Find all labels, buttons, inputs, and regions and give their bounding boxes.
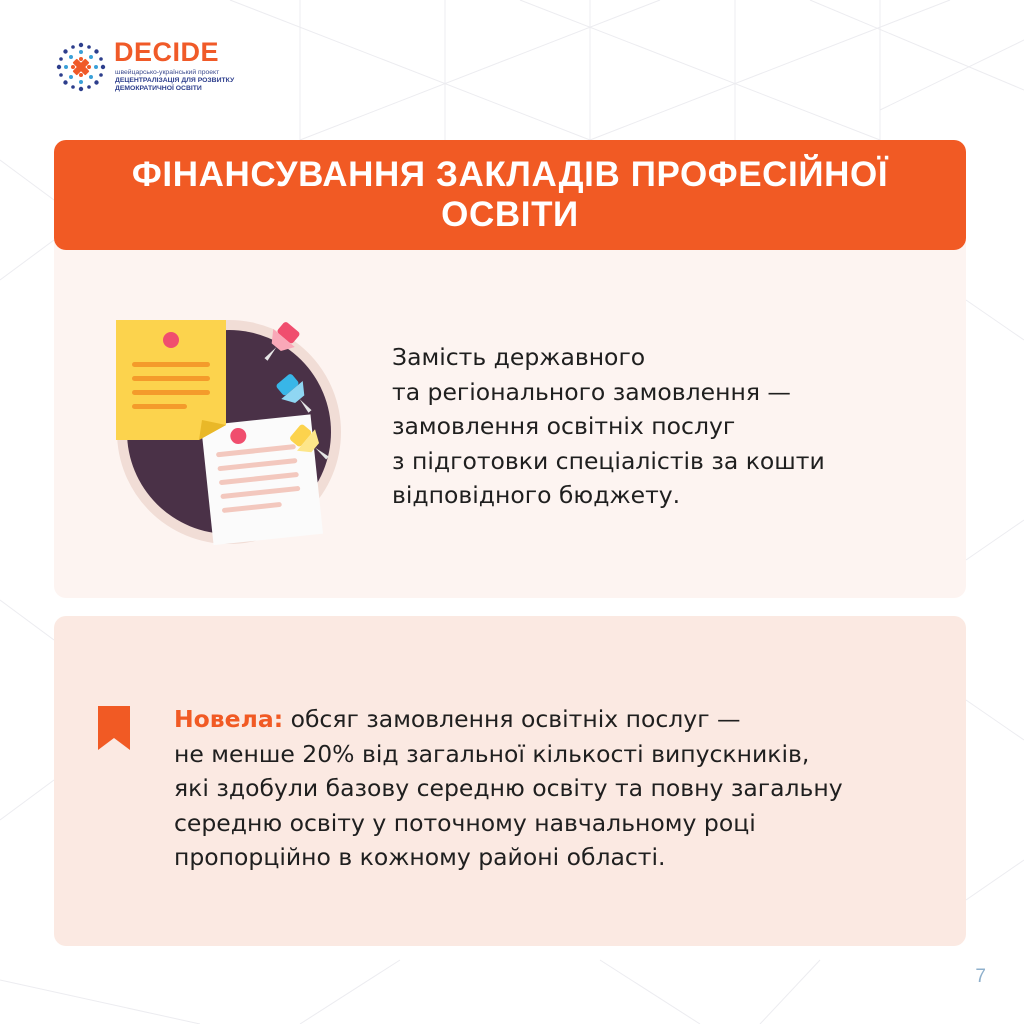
pinned-notes-illustration-icon [114, 310, 354, 550]
novela-label: Новела: [174, 705, 284, 733]
bookmark-icon [98, 706, 130, 750]
logo-subtitle: ДЕМОКРАТИЧНОЇ ОСВІТИ [115, 85, 202, 92]
text-line: замовлення освітніх послуг [392, 412, 736, 440]
text-line: середню освіту у поточному навчальному році [174, 808, 756, 837]
text-line-rest: обсяг замовлення освітніх послуг — [283, 705, 741, 733]
decide-logo [52, 36, 252, 96]
text-line: які здобули базову середню освіту та повну загальну [174, 774, 843, 802]
novela-card [54, 616, 966, 946]
logo-subtitle: швейцарсько-український проект [115, 69, 220, 76]
logo-subtitle: ДЕЦЕНТРАЛІЗАЦІЯ ДЛЯ РОЗВИТКУ [115, 77, 235, 84]
page-number: 7 [975, 966, 986, 987]
text-line: з підготовки спеціалістів за кошти [392, 446, 825, 475]
info-card [54, 240, 966, 598]
title-banner [54, 140, 966, 250]
text-line [174, 702, 954, 737]
text-line: та регіонального замовлення — [392, 377, 791, 406]
text-line: не менше 20% від загальної кількості випускників, [174, 739, 810, 768]
info-card-text [392, 340, 932, 513]
page-title-line: ФІНАНСУВАННЯ ЗАКЛАДІВ ПРОФЕСІЙНОЇ [131, 155, 889, 194]
text-line: пропорційно в кожному районі області. [174, 843, 666, 871]
logo-title: DECIDE [114, 37, 220, 67]
novela-text [174, 702, 954, 875]
decide-snowflake-icon [52, 38, 110, 96]
page-title [132, 155, 888, 235]
text-line: відповідного бюджету. [392, 481, 681, 509]
page-title-line: ОСВІТИ [441, 195, 579, 234]
text-line: Замість державного [392, 343, 646, 371]
